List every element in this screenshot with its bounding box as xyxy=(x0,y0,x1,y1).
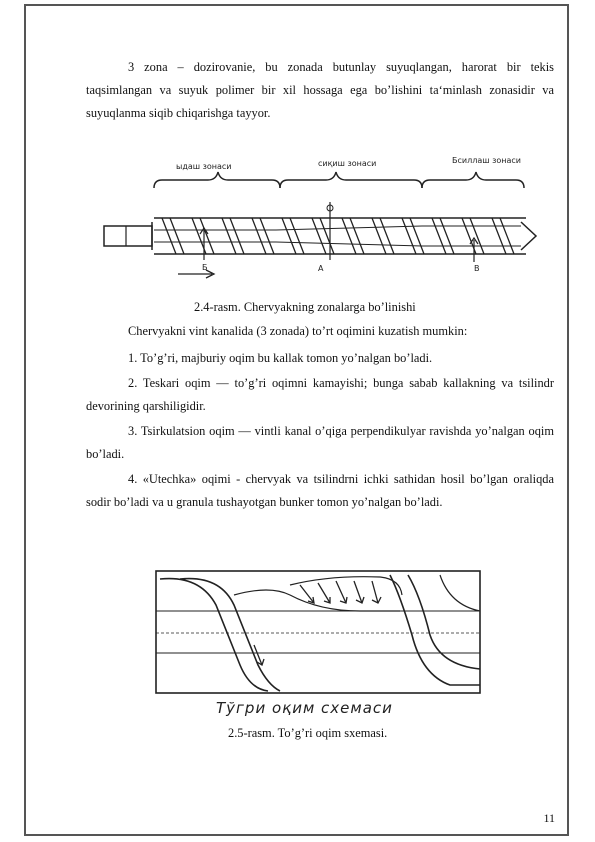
section-marker-b: Б xyxy=(202,263,208,272)
list-item-2: 2. Teskari oqim — to’g’ri oqimni kamayishi; bunga sabab kallakning va tsilindr devorining qarshiligidir. xyxy=(86,376,554,413)
section-marker-v: В xyxy=(474,264,480,273)
figure-2-4-caption: 2.4-rasm. Chervyakning zonalarga bo’linishi xyxy=(194,300,416,314)
paragraph-four-flows: Chervyakni vint kanalida (3 zonada) to’rt oqimini kuzatish mumkin: xyxy=(128,324,468,338)
list-item-3: 3. Tsirkulatsion oqim — vintli kanal o’qiga perpendikulyar ravishda yo’nalgan oqim bo’ladi. xyxy=(86,424,554,461)
zone-label-3: Бсиллаш зонаси xyxy=(452,156,521,165)
zone-brace-1 xyxy=(154,172,280,188)
figure-2-5-caption: 2.5-rasm. To’g’ri oqim sxemasi. xyxy=(228,726,388,740)
paragraph-dozirovanie: 3 zona – dozirovanie, bu zonada butunlay suyuqlangan, harorat bir tekis taqsimlangan va suyuk polimer bir xil hossaga ega bo’lishini ta‘minlash zonasidir va suyuqlanma siqib chiqarishga tayyor. xyxy=(86,60,554,120)
page-number: 11 xyxy=(543,811,555,825)
section-marker-a: А xyxy=(318,264,324,273)
zone-label-2: сиқиш зонаси xyxy=(318,159,377,168)
figure-handwritten-caption: Тўгри оқим схемаси xyxy=(216,699,393,717)
zone-label-1: ыдаш зонаси xyxy=(176,162,232,171)
list-item-4: 4. «Utechka» oqimi - chervyak va tsilindrni ichki sathidan hosil bo’lgan oraliqda sodir bo’ladi va u granula tushayotgan bunker tomon yo’nalgan bo’ladi. xyxy=(86,472,554,509)
zone-brace-2 xyxy=(280,172,422,188)
zone-brace-3 xyxy=(422,172,524,188)
list-item-1: 1. To’g’ri, majburiy oqim bu kallak tomon yo’nalgan bo’ladi. xyxy=(128,351,433,365)
screw-zones-figure xyxy=(96,150,546,285)
direct-flow-figure xyxy=(150,565,490,720)
